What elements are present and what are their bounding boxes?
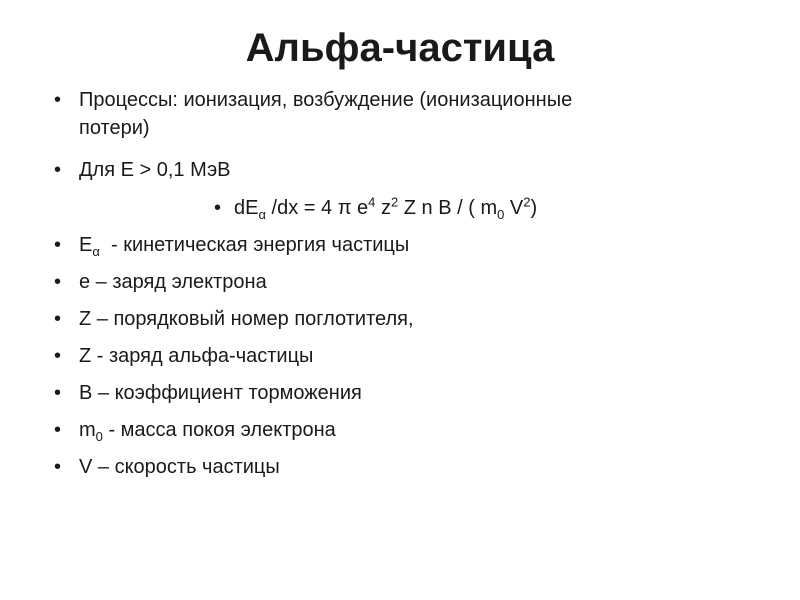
bullet-icon: • xyxy=(54,456,62,478)
bullet-icon: • xyxy=(54,271,62,293)
bullet-icon: • xyxy=(214,197,222,219)
bullet-icon: • xyxy=(54,234,62,256)
slide-title: Альфа-частица xyxy=(245,26,555,70)
list-item-text: $E_\alpha$ - кинетическая энергия частицы xyxy=(79,234,410,259)
list-item-text: Z - заряд альфа-частицы xyxy=(79,345,314,367)
bullet-icon: • xyxy=(54,159,62,181)
list-item-text: V – скорость частицы xyxy=(79,456,280,478)
list-item-text: e – заряд электрона xyxy=(79,271,267,293)
bullet-icon: • xyxy=(54,89,62,111)
bullet-icon: • xyxy=(54,382,62,404)
list-item-text-continued: потери) xyxy=(79,117,150,139)
list-item-text: Процессы: ионизация, возбуждение (ионизационные xyxy=(79,89,573,111)
list-item-text: $m_0$ - масса покоя электрона xyxy=(79,419,336,444)
list-item-text: Для E > 0,1 МэВ xyxy=(79,159,231,181)
list-item-text: B – коэффициент торможения xyxy=(79,382,362,404)
bullet-icon: • xyxy=(54,419,62,441)
bullet-icon: • xyxy=(54,345,62,367)
list-item-text: Z – порядковый номер поглотителя, xyxy=(79,308,414,330)
formula: $dE_\alpha$ /dx = 4 π $e^4$ $z^2$ Z n B / ( $m_0$ $V^2$) xyxy=(234,194,538,222)
bullet-icon: • xyxy=(54,308,62,330)
